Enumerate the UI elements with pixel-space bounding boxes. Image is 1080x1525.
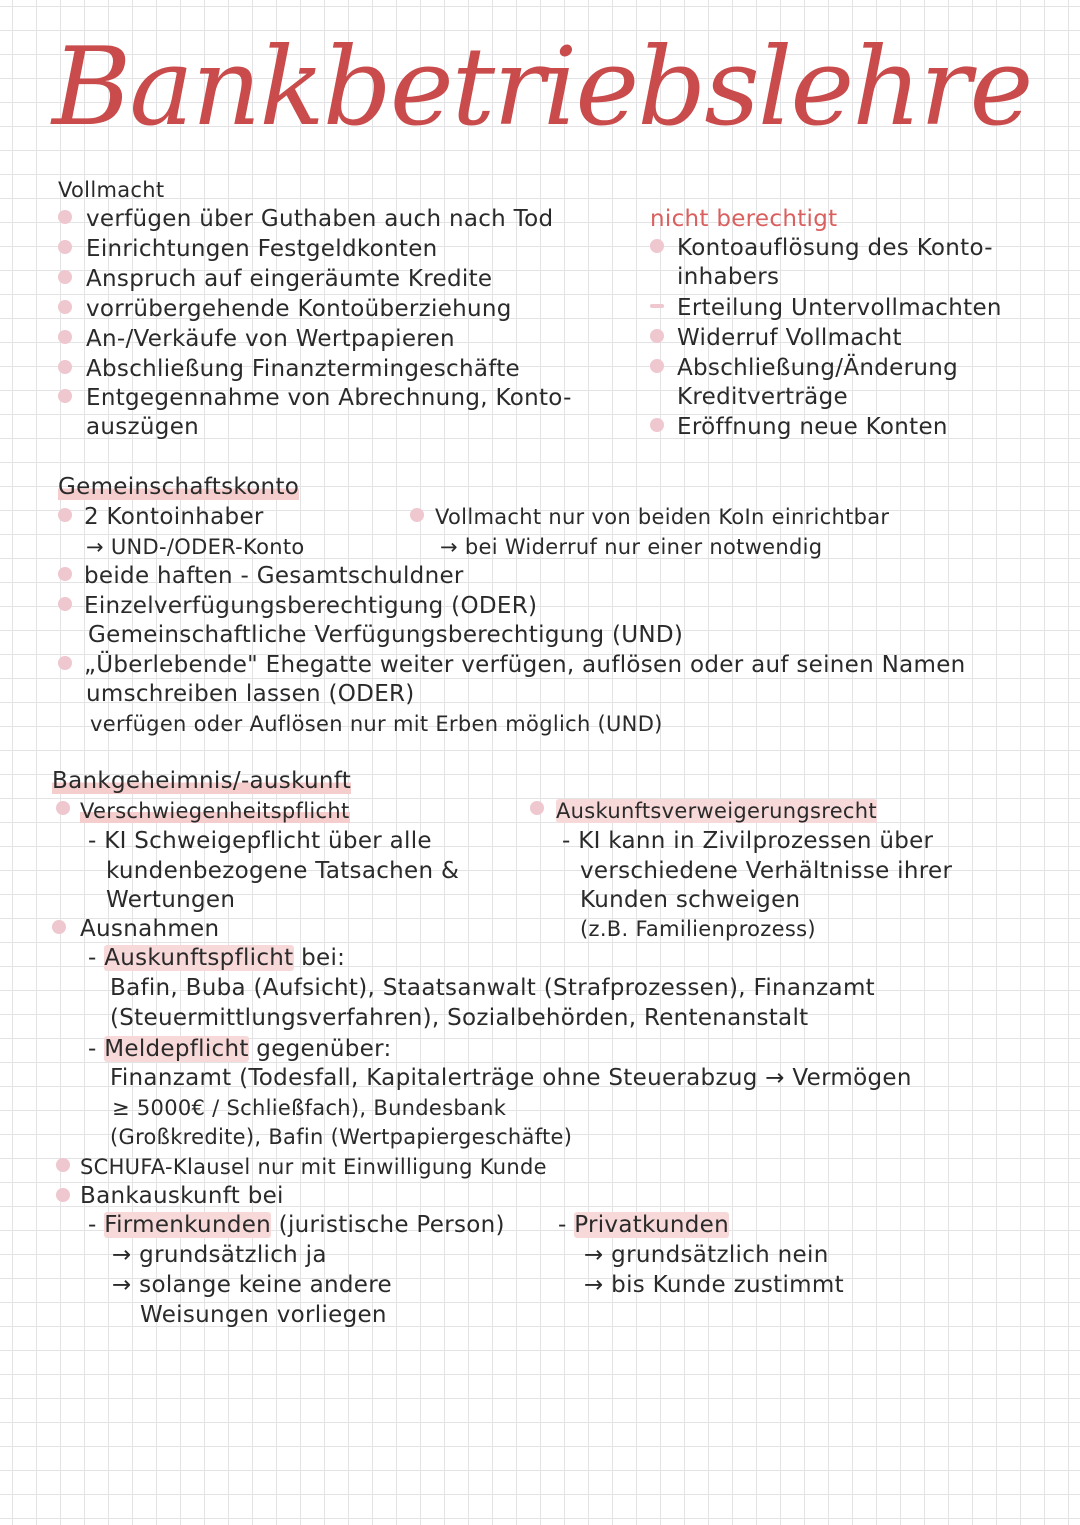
nicht-berechtigt-item: Abschließung/Änderung: [677, 355, 959, 381]
bullet-dot: [650, 359, 664, 373]
meldepflicht-line: - Meldepflicht gegenüber:: [88, 1036, 392, 1062]
firmenkunden-detail: Weisungen vorliegen: [140, 1302, 387, 1328]
bankgeheimnis-heading: [52, 767, 351, 796]
auskunftsverweigerung-label: [556, 797, 877, 826]
gk-line: → UND-/ODER-Konto: [86, 535, 305, 559]
label-text: Verschwiegenheitspflicht: [80, 799, 350, 823]
nicht-berechtigt-heading: nicht berechtigt: [650, 206, 838, 232]
nicht-berechtigt-item: Erteilung Untervollmachten: [677, 295, 1002, 321]
auskunftspflicht-detail: (Steuermittlungsverfahren), Sozialbehörden, Rentenanstalt: [110, 1005, 809, 1031]
gk-line: Einzelverfügungsberechtigung (ODER): [84, 593, 538, 619]
meldepflicht-detail: ≥ 5000€ / Schließfach), Bundesbank: [112, 1096, 507, 1120]
auskunftsverweigerung-line: Kunden schweigen: [580, 887, 801, 913]
bullet-dot: [56, 801, 70, 815]
auskunftspflicht-line: - Auskunftspflicht bei:: [88, 945, 346, 971]
gk-line: → bei Widerruf nur einer notwendig: [440, 535, 823, 559]
gk-line: Vollmacht nur von beiden KoIn einrichtbar: [435, 505, 890, 529]
verschwiegenheit-line: kundenbezogene Tatsachen &: [106, 858, 460, 884]
auskunftspflicht-suffix: bei:: [301, 945, 346, 971]
bullet-dot: [650, 329, 664, 343]
bullet-dot: [58, 567, 72, 581]
vollmacht-item: verfügen über Guthaben auch nach Tod: [86, 206, 554, 232]
privatkunden-line: - Privatkunden: [558, 1212, 729, 1238]
bullet-dot: [530, 801, 544, 815]
nicht-berechtigt-item: Kontoauflösung des Konto-: [677, 235, 993, 261]
gk-line: umschreiben lassen (ODER): [86, 681, 415, 707]
bullet-dot: [58, 508, 72, 522]
gk-line: 2 Kontoinhaber: [84, 504, 264, 530]
heading-text: Bankgeheimnis/-auskunft: [52, 768, 352, 794]
vollmacht-item: auszügen: [86, 414, 200, 440]
bullet-dot: [410, 508, 424, 522]
bullet-dot: [56, 1158, 70, 1172]
nicht-berechtigt-item: Kreditverträge: [677, 384, 848, 410]
schufa-line: SCHUFA-Klausel nur mit Einwilligung Kunde: [80, 1155, 547, 1179]
gk-line: Gemeinschaftliche Verfügungsberechtigung (UND): [88, 622, 684, 648]
vollmacht-item: vorrübergehende Kontoüberziehung: [86, 296, 512, 322]
vollmacht-item: Anspruch auf eingeräumte Kredite: [86, 266, 493, 292]
firmenkunden-detail: → solange keine andere: [112, 1272, 392, 1298]
bullet-dot: [58, 597, 72, 611]
gk-line: verfügen oder Auflösen nur mit Erben möglich (UND): [90, 712, 663, 736]
bullet-dot: [58, 389, 72, 403]
privatkunden-detail: → bis Kunde zustimmt: [584, 1272, 844, 1298]
gemeinschaftskonto-heading: [58, 473, 299, 502]
bullet-dot: [58, 210, 72, 224]
vollmacht-item: Einrichtungen Festgeldkonten: [86, 236, 438, 262]
auskunftspflicht-label: Auskunftspflicht: [104, 945, 294, 971]
firmenkunden-label: Firmenkunden: [104, 1212, 272, 1238]
vollmacht-heading: Vollmacht: [58, 178, 165, 202]
bankauskunft-label: Bankauskunft bei: [80, 1183, 284, 1209]
firmenkunden-line: - Firmenkunden (juristische Person): [88, 1212, 505, 1238]
bullet-dot: [58, 330, 72, 344]
heading-text: Gemeinschaftskonto: [58, 474, 300, 500]
vollmacht-item: An-/Verkäufe von Wertpapieren: [86, 326, 455, 352]
bullet-dot: [58, 300, 72, 314]
meldepflicht-detail: Finanzamt (Todesfall, Kapitalerträge ohne Steuerabzug → Vermögen: [110, 1065, 912, 1091]
nicht-berechtigt-item: Widerruf Vollmacht: [677, 325, 902, 351]
auskunftsverweigerung-line: verschiedene Verhältnisse ihrer: [580, 858, 953, 884]
bullet-dash: [650, 304, 664, 308]
privatkunden-label: Privatkunden: [574, 1212, 729, 1238]
meldepflicht-label: Meldepflicht: [104, 1036, 249, 1062]
auskunftsverweigerung-line: (z.B. Familienprozess): [580, 917, 816, 941]
page-title: Bankbetriebslehre: [52, 25, 1032, 150]
bullet-dot: [650, 418, 664, 432]
bullet-dot: [58, 240, 72, 254]
bullet-dot: [58, 270, 72, 284]
verschwiegenheit-line: Wertungen: [106, 887, 236, 913]
verschwiegenheit-line: - KI Schweigepflicht über alle: [88, 828, 432, 854]
firmenkunden-suffix: (juristische Person): [278, 1212, 505, 1238]
bullet-dot: [52, 920, 66, 934]
nicht-berechtigt-item: inhabers: [677, 264, 780, 290]
bullet-dot: [650, 239, 664, 253]
meldepflicht-detail: (Großkredite), Bafin (Wertpapiergeschäfte): [110, 1125, 573, 1149]
bullet-dot: [58, 656, 72, 670]
vollmacht-item: Entgegennahme von Abrechnung, Konto-: [86, 385, 572, 411]
bullet-dot: [58, 360, 72, 374]
firmenkunden-detail: → grundsätzlich ja: [112, 1242, 327, 1268]
gk-line: beide haften - Gesamtschuldner: [84, 563, 464, 589]
label-text: Auskunftsverweigerungsrecht: [556, 799, 877, 823]
ausnahmen-label: Ausnahmen: [80, 916, 220, 942]
gk-line: „Überlebende" Ehegatte weiter verfügen, auflösen oder auf seinen Namen: [84, 652, 966, 678]
privatkunden-detail: → grundsätzlich nein: [584, 1242, 829, 1268]
auskunftspflicht-detail: Bafin, Buba (Aufsicht), Staatsanwalt (Strafprozessen), Finanzamt: [110, 975, 875, 1001]
vollmacht-item: Abschließung Finanztermingeschäfte: [86, 356, 520, 382]
auskunftsverweigerung-line: - KI kann in Zivilprozessen über: [562, 828, 934, 854]
bullet-dot: [56, 1188, 70, 1202]
nicht-berechtigt-item: Eröffnung neue Konten: [677, 414, 948, 440]
verschwiegenheit-label: [80, 797, 350, 826]
meldepflicht-suffix: gegenüber:: [256, 1036, 392, 1062]
